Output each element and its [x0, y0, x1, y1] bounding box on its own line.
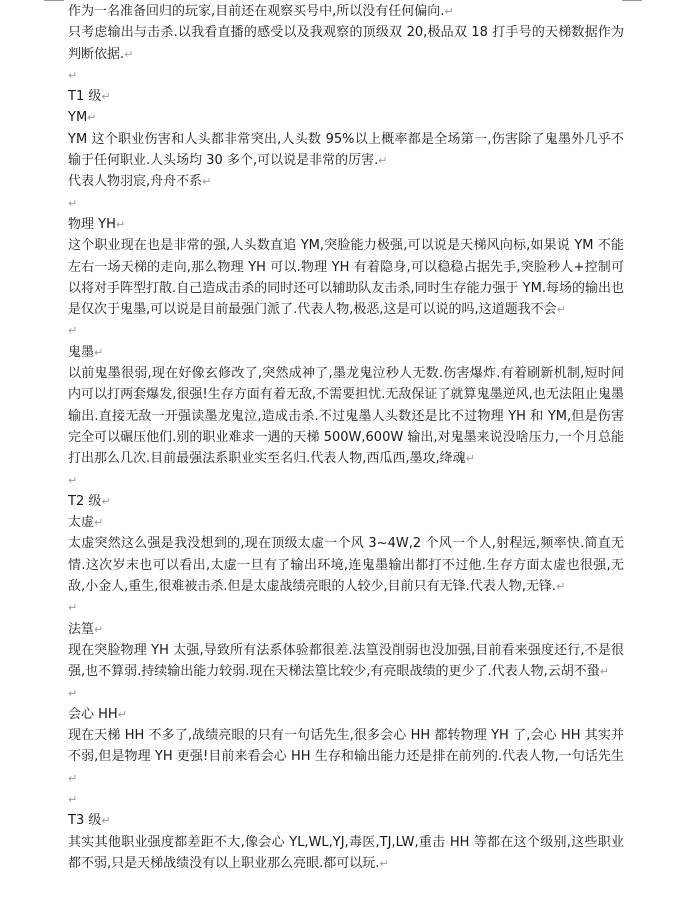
- paragraph-intro-1: 作为一名准备回归的玩家,目前还在观察买号中,所以没有任何偏向.↵: [68, 4, 454, 19]
- empty-paragraph: ↵: [68, 686, 78, 700]
- heading-ym: YM↵: [68, 110, 97, 126]
- paragraph-ym-representatives: 代表人物羽宸,舟舟不系↵: [68, 174, 212, 190]
- paragraph-t3-body: 其实其他职业强度都差距不大,像会心 YL,WL,YJ,毒医,TJ,LW,重击 HH 等都在这个级别,这些职业都不弱,只是天梯战绩没有以上职业那么亮眼.都可以玩.↵: [68, 834, 624, 871]
- heading-taixu: 太虚↵: [68, 515, 104, 531]
- paragraph-guimo-body: 以前鬼墨很弱,现在好像玄修改了,突然成神了,墨龙鬼泣秒人无数.伤害爆炸.有着刷新机制,短时间内可以打两套爆发,很强!生存方面有着无敌,不需要担忧.无敌保证了就算鬼墨逆风,也无法阻止鬼墨输出.直接无敌一开强读墨龙鬼泣,造成击杀.不过鬼墨人头数还是比不过物理 YH 和 YM,但是伤害完全可以碾压他们.别的职业难求一遇的天梯 500W,600W 输出,对鬼墨来说没啥压力,一个月总能打出那么几次.目前最强法系职业实至名归.代表人物,西瓜西,墨攻,绛魂↵: [68, 366, 624, 467]
- document-body: [68, 1, 624, 874]
- page-corner-mark-left: [44, 0, 64, 1]
- heading-t1: T1 级↵: [68, 89, 111, 105]
- paragraph-fahuang-body: 现在突脸物理 YH 太强,导致所有法系体验都很差.法篁没削弱也没加强,目前看来强度还行,不是很强,也不算弱.持续输出能力较弱.现在天梯法篁比较少,有亮眼战绩的更少了.代表人物,云胡不蛩↵: [68, 642, 624, 680]
- empty-paragraph: ↵: [68, 792, 78, 806]
- page-corner-mark-right: [622, 0, 642, 1]
- heading-t3: T3 级↵: [68, 813, 111, 829]
- heading-physical-yh: 物理 YH↵: [68, 216, 126, 232]
- heading-t2: T2 级↵: [68, 493, 111, 509]
- heading-huixin-hh: 会心 HH↵: [68, 706, 127, 722]
- empty-paragraph: ↵: [68, 68, 78, 82]
- empty-paragraph: ↵: [68, 324, 78, 338]
- heading-guimo: 鬼墨↵: [68, 344, 104, 360]
- paragraph-intro-2: 只考虑输出与击杀.以我看直播的感受以及我观察的顶级双 20,极品双 18 打手号的天梯数据作为判断依据.↵: [68, 25, 624, 62]
- empty-paragraph: ↵: [68, 196, 78, 210]
- empty-paragraph: ↵: [68, 473, 78, 487]
- paragraph-physical-yh-body: 这个职业现在也是非常的强,人头数直追 YM,突脸能力极强,可以说是天梯风向标,如果说 YM 不能左右一场天梯的走向,那么物理 YH 可以.物理 YH 有着隐身,可以稳稳占据先手,突脸秒人+控制可以将对手阵型打散.自己造成击杀的同时还可以辅助队友击杀,同时生存能力强于 YM.每场的输出也是仅次于鬼墨,可以说是目前最强门派了.代表人物,极恶,这是可以说的吗,这道题我不会↵: [68, 238, 624, 318]
- empty-paragraph: ↵: [68, 601, 78, 615]
- paragraph-taixu-body: 太虚突然这么强是我没想到的,现在顶级太虚一个风 3~4W,2 个风一个人,射程远,频率快.简直无情.这次岁末也可以看出,太虚一旦有了输出环境,连鬼墨输出都打不过他.生存方面太虚也很强,无敌,小金人,重生,很难被击杀.但是太虚战绩亮眼的人较少,目前只有无锋.代表人物,无锋.↵: [68, 536, 624, 595]
- paragraph-huixin-hh-body: 现在天梯 HH 不多了,战绩亮眼的只有一句话先生,很多会心 HH 都转物理 YH 了,会心 HH 其实并不弱,但是物理 YH 更强!目前来看会心 HH 生存和输出能力还是排在前列的.代表人物,一句话先生↵: [68, 728, 624, 785]
- paragraph-ym-body: YM 这个职业伤害和人头都非常突出,人头数 95%以上概率都是全场第一,伤害除了鬼墨外几乎不输于任何职业.人头场均 30 多个,可以说是非常的厉害.↵: [68, 131, 624, 169]
- heading-fahuang: 法篁↵: [68, 621, 104, 637]
